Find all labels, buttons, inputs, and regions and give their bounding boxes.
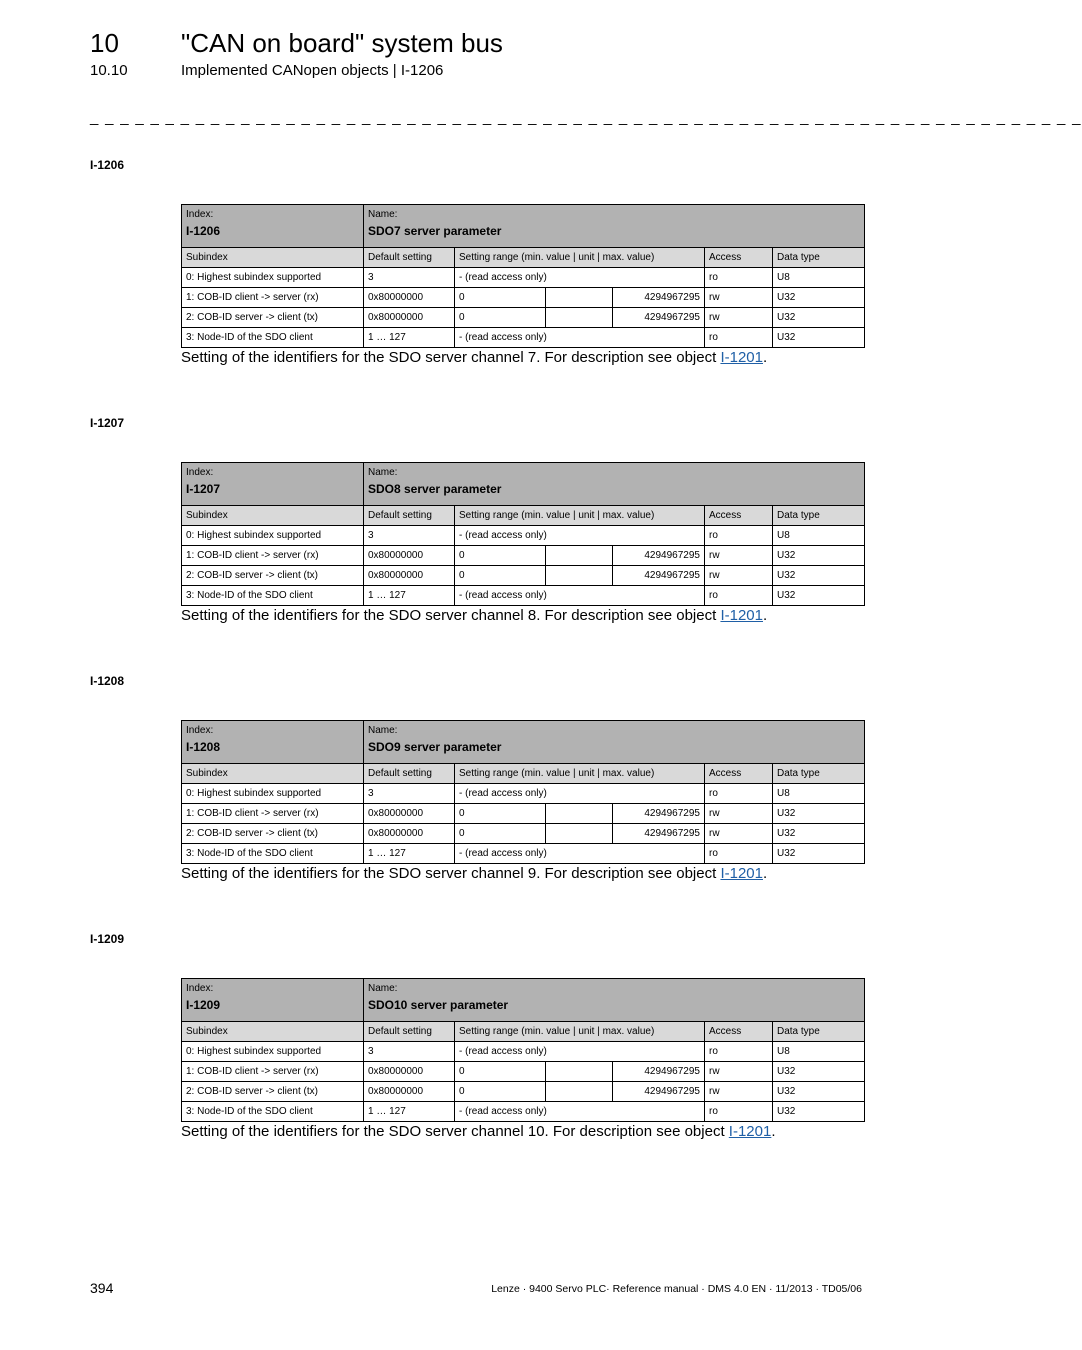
col-datatype: Data type — [773, 506, 865, 526]
col-range: Setting range (min. value | unit | max. value) — [455, 1022, 705, 1042]
col-default: Default setting — [364, 506, 455, 526]
header-rule: _ _ _ _ _ _ _ _ _ _ _ _ _ _ _ _ _ _ _ _ _ _ _ _ _ _ _ _ _ _ _ _ _ _ _ _ _ _ _ _ _ _ _ _ _ _ _ _ _ _ _ _ _ _ _ _ _ _ _ _ _ _ _ _ _ _ — [90, 109, 1082, 126]
section-title: Implemented CANopen objects | I-1206 — [181, 62, 444, 79]
index-value: I-1206 — [186, 224, 221, 238]
object-link[interactable]: I-1201 — [728, 1123, 772, 1140]
name-label: Name: — [368, 467, 398, 478]
table-row: 1: COB-ID client -> server (rx) 0x80000000 0 4294967295 rw U32 — [182, 288, 865, 308]
object-table — [181, 204, 865, 348]
index-label: Index: — [186, 209, 214, 220]
object-heading: I-1209 — [90, 932, 125, 946]
col-subindex: Subindex — [182, 1022, 364, 1042]
table-row: 0: Highest subindex supported 3 - (read access only) ro U8 — [182, 526, 865, 546]
name-label: Name: — [368, 725, 398, 736]
col-range: Setting range (min. value | unit | max. value) — [455, 506, 705, 526]
object-link[interactable]: I-1201 — [720, 349, 763, 366]
name-value: SDO9 server parameter — [368, 740, 502, 754]
index-value: I-1209 — [186, 998, 221, 1012]
object-heading: I-1207 — [90, 416, 125, 430]
col-datatype: Data type — [773, 764, 865, 784]
object-table — [181, 720, 865, 864]
col-default: Default setting — [364, 764, 455, 784]
col-access: Access — [705, 1022, 773, 1042]
table-row: 0: Highest subindex supported 3 - (read access only) ro U8 — [182, 784, 865, 804]
col-default: Default setting — [364, 1022, 455, 1042]
table-row: 1: COB-ID client -> server (rx) 0x80000000 0 4294967295 rw U32 — [182, 546, 865, 566]
object-table — [181, 978, 865, 1122]
table-row: 3: Node-ID of the SDO client 1 … 127 - (read access only) ro U32 — [182, 586, 865, 606]
table-row: 2: COB-ID server -> client (tx) 0x80000000 0 4294967295 rw U32 — [182, 308, 865, 328]
table-row: 0: Highest subindex supported 3 - (read access only) ro U8 — [182, 268, 865, 288]
table-row: 2: COB-ID server -> client (tx) 0x80000000 0 4294967295 rw U32 — [182, 566, 865, 586]
table-row: 3: Node-ID of the SDO client 1 … 127 - (read access only) ro U32 — [182, 328, 865, 348]
col-range: Setting range (min. value | unit | max. value) — [455, 248, 705, 268]
index-label: Index: — [186, 467, 214, 478]
name-value: SDO8 server parameter — [368, 482, 502, 496]
table-row: 2: COB-ID server -> client (tx) 0x80000000 0 4294967295 rw U32 — [182, 824, 865, 844]
col-range: Setting range (min. value | unit | max. value) — [455, 764, 705, 784]
table-row: 1: COB-ID client -> server (rx) 0x80000000 0 4294967295 rw U32 — [182, 804, 865, 824]
index-label: Index: — [186, 983, 214, 994]
table-row: 3: Node-ID of the SDO client 1 … 127 - (read access only) ro U32 — [182, 1102, 865, 1122]
name-value: SDO7 server parameter — [368, 224, 502, 238]
chapter-title: "CAN on board" system bus — [181, 28, 503, 58]
name-value: SDO10 server parameter — [368, 998, 509, 1012]
table-row: 1: COB-ID client -> server (rx) 0x80000000 0 4294967295 rw U32 — [182, 1062, 865, 1082]
object-heading: I-1206 — [90, 158, 125, 172]
object-description: Setting of the identifiers for the SDO server channel 9. For description see object I-1201. — [181, 865, 768, 882]
col-datatype: Data type — [773, 248, 865, 268]
table-row: 2: COB-ID server -> client (tx) 0x80000000 0 4294967295 rw U32 — [182, 1082, 865, 1102]
index-label: Index: — [186, 725, 214, 736]
col-subindex: Subindex — [182, 248, 364, 268]
index-value: I-1207 — [186, 482, 221, 496]
object-description: Setting of the identifiers for the SDO server channel 8. For description see object I-1201. — [181, 607, 768, 624]
object-heading: I-1208 — [90, 674, 125, 688]
col-datatype: Data type — [773, 1022, 865, 1042]
col-subindex: Subindex — [182, 764, 364, 784]
col-default: Default setting — [364, 248, 455, 268]
object-description: Setting of the identifiers for the SDO server channel 10. For description see object I-1201. — [181, 1123, 776, 1140]
publication-info: Lenze · 9400 Servo PLC· Reference manual · DMS 4.0 EN · 11/2013 · TD05/06 — [491, 1283, 862, 1295]
page-number: 394 — [90, 1280, 114, 1296]
object-table — [181, 462, 865, 606]
col-access: Access — [705, 248, 773, 268]
col-access: Access — [705, 764, 773, 784]
object-link[interactable]: I-1201 — [720, 607, 763, 624]
table-row: 0: Highest subindex supported 3 - (read access only) ro U8 — [182, 1042, 865, 1062]
chapter-number: 10 — [90, 28, 119, 58]
object-link[interactable]: I-1201 — [720, 865, 763, 882]
table-row: 3: Node-ID of the SDO client 1 … 127 - (read access only) ro U32 — [182, 844, 865, 864]
name-label: Name: — [368, 983, 398, 994]
index-value: I-1208 — [186, 740, 221, 754]
name-label: Name: — [368, 209, 398, 220]
section-number: 10.10 — [90, 62, 128, 79]
object-description: Setting of the identifiers for the SDO server channel 7. For description see object I-1201. — [181, 349, 768, 366]
col-subindex: Subindex — [182, 506, 364, 526]
col-access: Access — [705, 506, 773, 526]
